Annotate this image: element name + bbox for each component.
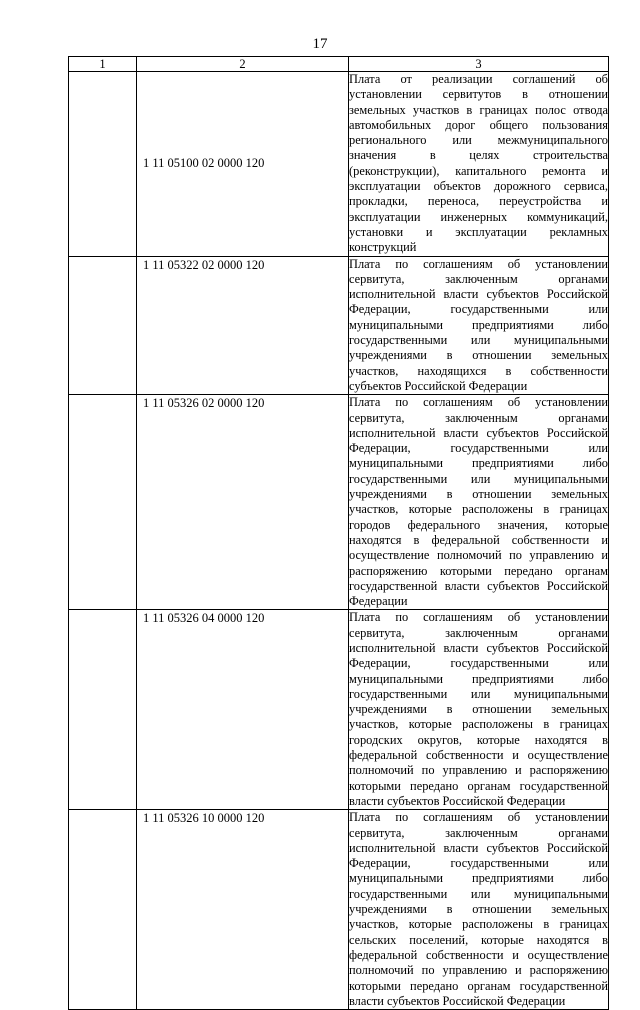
column-header-3: 3 <box>349 57 609 72</box>
table-row <box>69 395 609 610</box>
table-row <box>69 610 609 810</box>
table-row <box>69 256 609 395</box>
column-header-1: 1 <box>69 57 137 72</box>
revenue-codes-table <box>68 56 609 1010</box>
revenue-description: Плата по соглашениям об установлении сервитута, заключенным органами исполнительной власти субъектов Российской Федерации, государственными или муниципальными предприятиями либо государственными или муниципальными учреждениями в отношении земельных участков, которые расположены в границах городских округов, которые находятся в федеральной собственности и осуществление полномочий по управлению и распоряжению которыми передано органам государственной власти субъектов Российской Федерации <box>349 610 608 808</box>
page-number: 17 <box>312 36 328 52</box>
budget-classification-code: 1 11 05326 10 0000 120 <box>137 810 349 1010</box>
budget-classification-code: 1 11 05100 02 0000 120 <box>137 72 349 257</box>
table-row <box>69 810 609 1010</box>
column-header-2: 2 <box>137 57 349 72</box>
table-cell-empty <box>69 395 137 610</box>
revenue-description: Плата по соглашениям об установлении сервитута, заключенным органами исполнительной власти субъектов Российской Федерации, государственными или муниципальными предприятиями либо государственными или муниципальными учреждениями в отношении земельных участков, которые расположены в границах городов федерального значения, которые находятся в федеральной собственности и осуществление полномочий по управлению и распоряжению которыми передано органам государственной власти субъектов Российской Федерации <box>349 395 608 609</box>
budget-classification-code: 1 11 05326 02 0000 120 <box>137 395 349 610</box>
table-row <box>69 72 609 257</box>
revenue-description: Плата от реализации соглашений об установлении сервитутов в отношении земельных участков в границах полос отвода автомобильных дорог общего пользования регионального или межмуниципального значения в целях строительства (реконструкции), капитального ремонта и эксплуатации объектов дорожного сервиса, прокладки, переноса, переустройства и эксплуатации инженерных коммуникаций, установки и эксплуатации рекламных конструкций <box>349 72 608 255</box>
table-cell-empty <box>69 256 137 395</box>
revenue-description: Плата по соглашениям об установлении сервитута, заключенным органами исполнительной власти субъектов Российской Федерации, государственными или муниципальными предприятиями либо государственными или муниципальными учреждениями в отношении земельных участков, которые расположены в границах сельских поселений, которые находятся в федеральной собственности и осуществление полномочий по управлению и распоряжению которыми передано органам государственной власти субъектов Российской Федерации <box>349 810 608 1008</box>
table-cell-empty <box>69 610 137 810</box>
revenue-description: Плата по соглашениям об установлении сервитута, заключенным органами исполнительной власти субъектов Российской Федерации, государственными или муниципальными предприятиями либо государственными или муниципальными учреждениями в отношении земельных участков, находящихся в собственности субъектов Российской Федерации <box>349 256 608 393</box>
budget-classification-code: 1 11 05326 04 0000 120 <box>137 610 349 810</box>
table-cell-empty <box>69 72 137 257</box>
table-header-row <box>69 57 609 72</box>
budget-classification-code: 1 11 05322 02 0000 120 <box>137 256 349 395</box>
table-cell-empty <box>69 810 137 1010</box>
